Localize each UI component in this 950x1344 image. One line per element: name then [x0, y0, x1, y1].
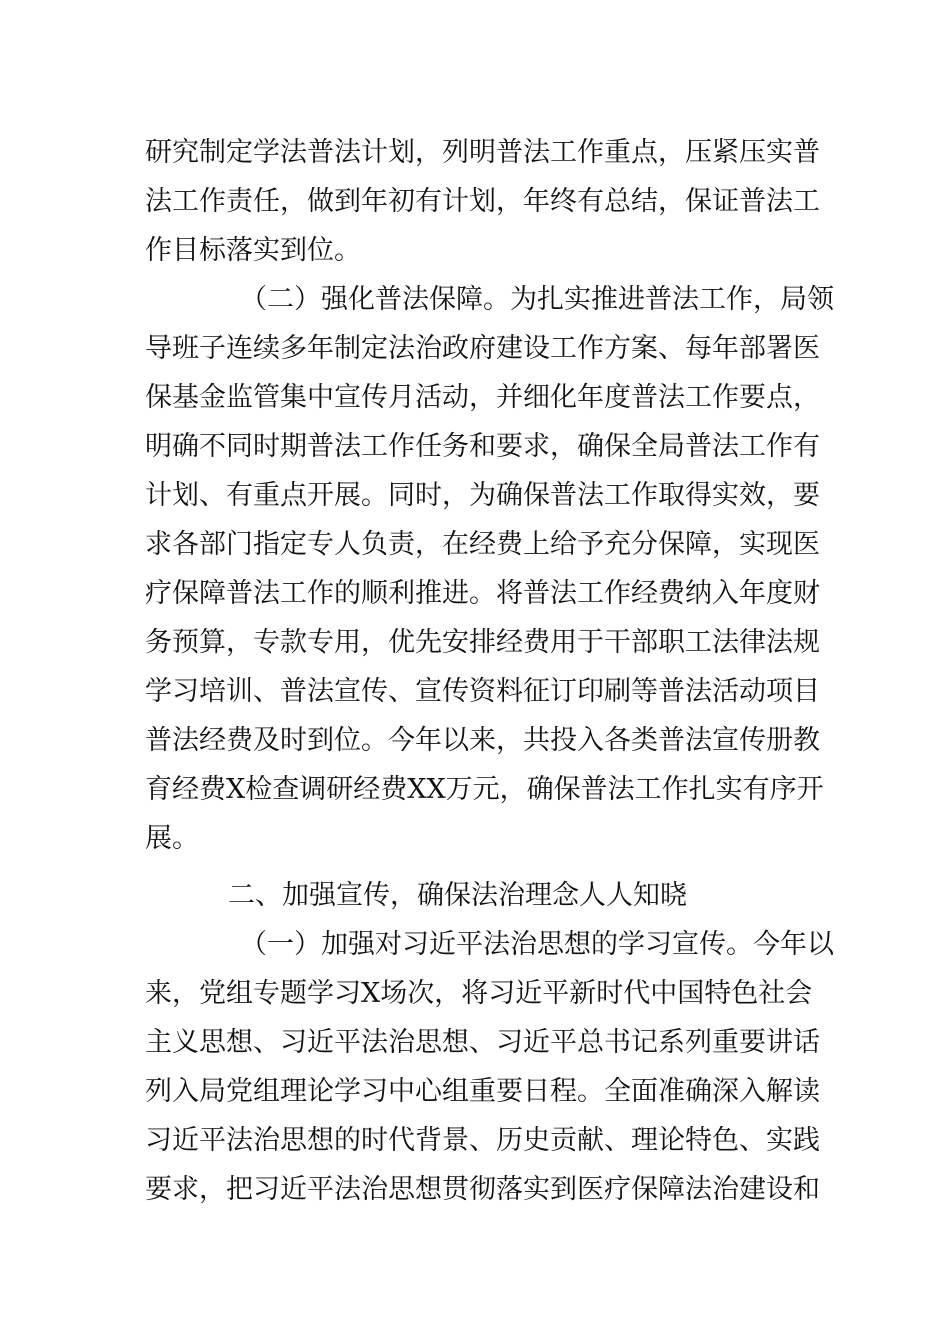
body-line: 作目标落实到位。	[145, 235, 361, 266]
body-line: 主义思想、习近平法治思想、习近平总书记系列重要讲话	[145, 1027, 820, 1058]
body-line: 来，党组专题学习X场次，将习近平新时代中国特色社会	[145, 978, 813, 1009]
body-line: 要求，把习近平法治思想贯彻落实到医疗保障法治建设和	[145, 1174, 820, 1205]
body-line: 列入局党组理论学习中心组重要日程。全面准确深入解读	[145, 1076, 820, 1107]
body-line: 求各部门指定专人负责，在经费上给予充分保障，实现医	[145, 529, 820, 560]
body-line: 研究制定学法普法计划，列明普法工作重点，压紧压实普	[145, 137, 820, 168]
body-line: 育经费X检查调研经费XX万元，确保普法工作扎实有序开	[145, 774, 824, 805]
body-line: 疗保障普法工作的顺利推进。将普法工作经费纳入年度财	[145, 578, 820, 609]
body-line: 保基金监管集中宣传月活动，并细化年度普法工作要点，	[145, 382, 820, 413]
body-line: 导班子连续多年制定法治政府建设工作方案、每年部署医	[145, 333, 820, 364]
paragraph-heading-line: （一）加强对习近平法治思想的学习宣传。今年以	[240, 929, 834, 960]
body-line: 普法经费及时到位。今年以来，共投入各类普法宣传册教	[145, 725, 820, 756]
body-line: 明确不同时期普法工作任务和要求，确保全局普法工作有	[145, 431, 820, 462]
body-line: 学习培训、普法宣传、宣传资料征订印刷等普法活动项目	[145, 676, 820, 707]
body-line: 展。	[145, 823, 199, 854]
body-line: 法工作责任，做到年初有计划，年终有总结，保证普法工	[145, 186, 820, 217]
body-line: 计划、有重点开展。同时，为确保普法工作取得实效，要	[145, 480, 820, 511]
section-heading: 二、加强宣传，确保法治理念人人知晓	[228, 880, 687, 911]
body-line: 习近平法治思想的时代背景、历史贡献、理论特色、实践	[145, 1125, 820, 1156]
paragraph-heading-line: （二）强化普法保障。为扎实推进普法工作，局领	[240, 284, 834, 315]
body-line: 务预算，专款专用，优先安排经费用于干部职工法律法规	[145, 627, 820, 658]
